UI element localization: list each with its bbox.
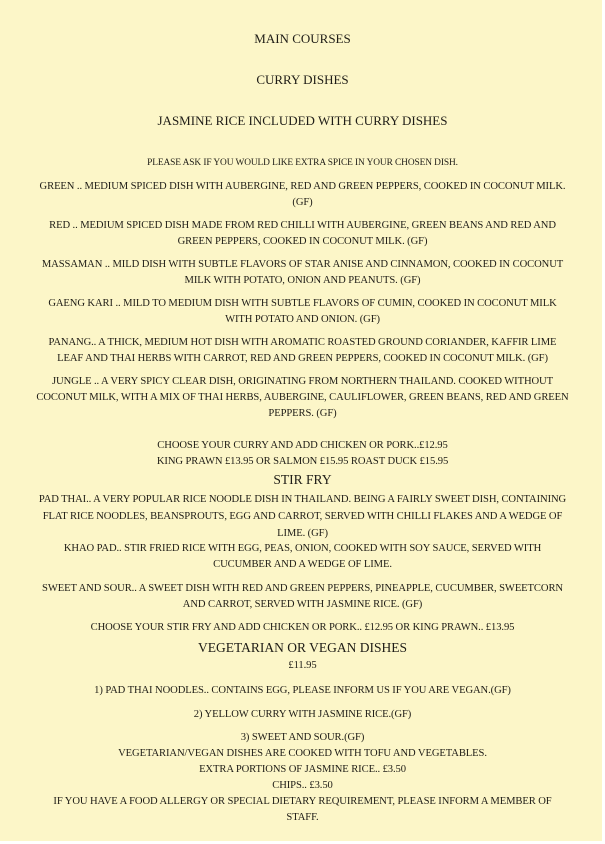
extra-spice-note: PLEASE ASK IF YOU WOULD LIKE EXTRA SPICE IN YOUR CHOSEN DISH. xyxy=(147,158,458,168)
rice-included-note: JASMINE RICE INCLUDED WITH CURRY DISHES xyxy=(157,113,448,128)
pad-thai-line-2: FLAT RICE NOODLES, BEANSPROUTS, EGG AND CARROT, SERVED WITH CHILLI FLAKES AND A WEDGE OF xyxy=(42,511,563,522)
massaman-line-1: MASSAMAN .. MILD DISH WITH SUBTLE FLAVORS OF STAR ANISE AND CINNAMON, COOKED IN COCONUT xyxy=(41,259,564,270)
sweet-sour-line-2: AND CARROT, SERVED WITH JASMINE RICE. (GF) xyxy=(182,599,423,610)
panang-line-2: LEAF AND THAI HERBS WITH CARROT, RED AND GREEN PEPPERS, COOKED IN COCONUT MILK. (GF) xyxy=(57,353,548,364)
pad-thai-line-3: LIME. (GF) xyxy=(277,528,328,539)
jungle-line-3: PEPPERS. (GF) xyxy=(268,408,337,419)
jungle-line-1: JUNGLE .. A VERY SPICY CLEAR DISH, ORIGINATING FROM NORTHERN THAILAND. COOKED WITHOUT xyxy=(52,376,553,387)
tofu-note: VEGETARIAN/VEGAN DISHES ARE COOKED WITH TOFU AND VEGETABLES. xyxy=(118,748,487,759)
jungle-line-2: COCONUT MILK, WITH A MIX OF THAI HERBS, AUBERGINE, CAULIFLOWER, GREEN BEANS, RED AND GREEN xyxy=(36,392,569,403)
pad-thai-line-1: PAD THAI.. A VERY POPULAR RICE NOODLE DISH IN THAILAND. BEING A FAIRLY SWEET DISH, CONTAINING xyxy=(38,494,567,505)
extra-rice-price: EXTRA PORTIONS OF JASMINE RICE.. £3.50 xyxy=(199,764,406,775)
gaeng-kari-line-1: GAENG KARI .. MILD TO MEDIUM DISH WITH SUBTLE FLAVORS OF CUMIN, COOKED IN COCONUT MILK xyxy=(48,298,557,309)
green-curry-line-2: (GF) xyxy=(292,197,313,208)
red-curry-line-1: RED .. MEDIUM SPICED DISH MADE FROM RED CHILLI WITH AUBERGINE, GREEN BEANS AND RED AND xyxy=(49,220,556,231)
panang-line-1: PANANG.. A THICK, MEDIUM HOT DISH WITH AROMATIC ROASTED GROUND CORIANDER, KAFFIR LIME xyxy=(48,337,557,348)
curry-section-title: CURRY DISHES xyxy=(256,72,349,87)
sweet-sour-line-1: SWEET AND SOUR.. A SWEET DISH WITH RED AND GREEN PEPPERS, PINEAPPLE, CUCUMBER, SWEETCORN xyxy=(42,583,563,594)
veg-item-sweet-sour: 3) SWEET AND SOUR.(GF) xyxy=(240,732,365,743)
green-curry-line-1: GREEN .. MEDIUM SPICED DISH WITH AUBERGINE, RED AND GREEN PEPPERS, COOKED IN COCONUT MILK. xyxy=(39,181,566,192)
vegetarian-price: £11.95 xyxy=(288,660,317,671)
khao-pad-line-1: KHAO PAD.. STIR FRIED RICE WITH EGG, PEAS, ONION, COOKED WITH SOY SAUCE, SERVED WITH xyxy=(63,543,542,554)
chips-price: CHIPS.. £3.50 xyxy=(272,780,333,791)
allergy-note-line-1: IF YOU HAVE A FOOD ALLERGY OR SPECIAL DIETARY REQUIREMENT, PLEASE INFORM A MEMBER OF xyxy=(53,796,552,807)
vegetarian-title: VEGETARIAN OR VEGAN DISHES xyxy=(197,640,408,655)
khao-pad-line-2: CUCUMBER AND A WEDGE OF LIME. xyxy=(213,559,392,570)
curry-price-line-2: KING PRAWN £13.95 OR SALMON £15.95 ROAST DUCK £15.95 xyxy=(156,456,449,467)
main-courses-heading: MAIN COURSES xyxy=(254,31,351,46)
stir-fry-price: CHOOSE YOUR STIR FRY AND ADD CHICKEN OR PORK.. £12.95 OR KING PRAWN.. £13.95 xyxy=(90,622,515,633)
veg-item-pad-thai: 1) PAD THAI NOODLES.. CONTAINS EGG, PLEASE INFORM US IF YOU ARE VEGAN.(GF) xyxy=(94,685,511,696)
veg-item-yellow-curry: 2) YELLOW CURRY WITH JASMINE RICE.(GF) xyxy=(193,709,412,720)
gaeng-kari-line-2: WITH POTATO AND ONION. (GF) xyxy=(225,314,380,325)
massaman-line-2: MILK WITH POTATO, ONION AND PEANUTS. (GF) xyxy=(184,275,421,286)
allergy-note-line-2: STAFF. xyxy=(286,812,319,823)
stir-fry-title: STIR FRY xyxy=(273,472,332,487)
red-curry-line-2: GREEN PEPPERS, COOKED IN COCONUT MILK. (GF) xyxy=(177,236,428,247)
curry-price-line-1: CHOOSE YOUR CURRY AND ADD CHICKEN OR PORK..£12.95 xyxy=(157,440,448,451)
